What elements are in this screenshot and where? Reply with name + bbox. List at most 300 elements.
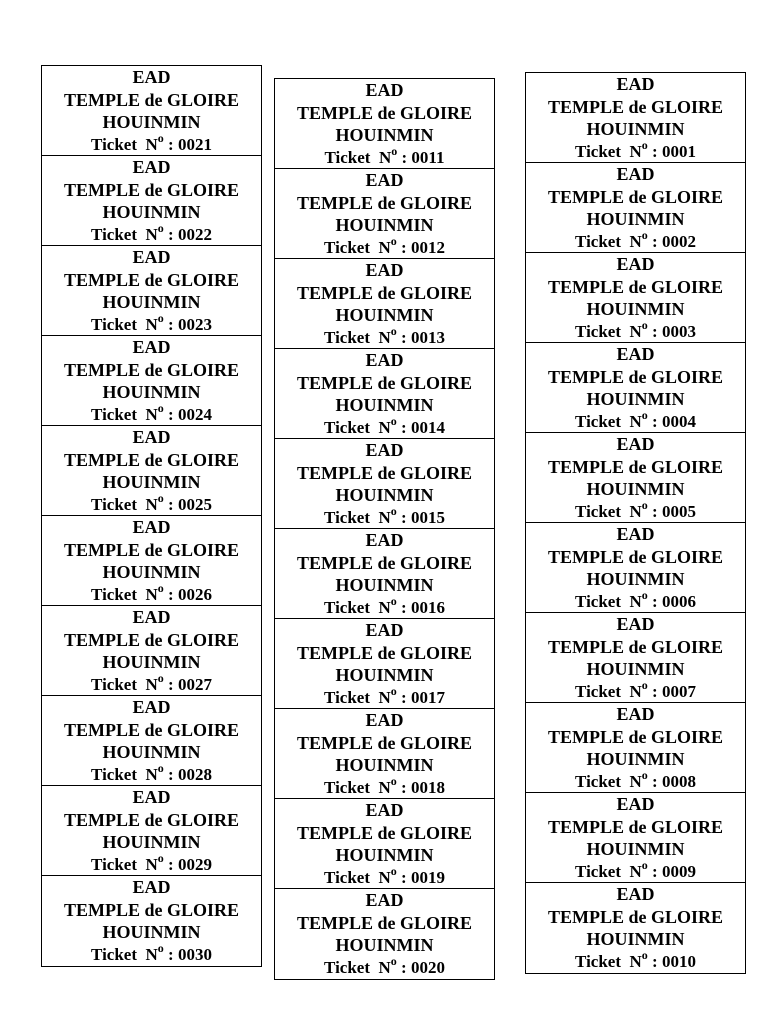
- ticket: [42, 426, 261, 516]
- ticket-sep: :: [163, 854, 178, 874]
- ticket-no-sup: o: [390, 683, 397, 698]
- ticket-number: 0016: [410, 597, 445, 617]
- ticket-name: TEMPLE de GLOIRE: [296, 102, 473, 123]
- ticket-no-sup: o: [390, 773, 397, 788]
- ticket: [275, 709, 494, 799]
- ticket-no-sup: o: [157, 940, 164, 955]
- ticket-no-sup: o: [390, 593, 397, 608]
- ticket-no-sup: o: [157, 220, 164, 235]
- ticket-name: TEMPLE de GLOIRE: [296, 732, 473, 753]
- ticket-name: TEMPLE de GLOIRE: [63, 359, 240, 380]
- ticket-sep: :: [396, 687, 411, 707]
- ticket-name: TEMPLE de GLOIRE: [63, 269, 240, 290]
- ticket-org: EAD: [616, 524, 655, 544]
- ticket-no-sup: o: [641, 317, 648, 332]
- ticket: [526, 883, 745, 973]
- ticket-number: 0025: [177, 494, 212, 514]
- ticket: [526, 253, 745, 343]
- ticket-place: HOUINMIN: [102, 742, 201, 762]
- ticket-number: 0012: [410, 237, 445, 257]
- ticket-label: Ticket: [575, 141, 621, 161]
- ticket: [526, 613, 745, 703]
- ticket-label: Ticket: [91, 494, 137, 514]
- ticket-no-sup: o: [641, 137, 648, 152]
- ticket: [275, 259, 494, 349]
- ticket-number-line: [275, 683, 494, 710]
- ticket-name: TEMPLE de GLOIRE: [63, 539, 240, 560]
- ticket-number: 0017: [410, 687, 445, 707]
- ticket: [42, 156, 261, 246]
- ticket-org: EAD: [365, 260, 404, 280]
- ticket-no-prefix: N: [145, 224, 158, 244]
- ticket: [42, 696, 261, 786]
- ticket-no-sup: o: [390, 863, 397, 878]
- ticket-number: 0029: [177, 854, 212, 874]
- ticket-number: 0015: [410, 507, 445, 527]
- ticket-label: Ticket: [575, 231, 621, 251]
- ticket-name: TEMPLE de GLOIRE: [296, 192, 473, 213]
- ticket-org: EAD: [616, 344, 655, 364]
- ticket-number-line: [42, 310, 261, 337]
- ticket-number: 0009: [661, 861, 696, 881]
- ticket-label: Ticket: [575, 591, 621, 611]
- ticket-number: 0010: [661, 951, 696, 971]
- ticket-sep: :: [163, 134, 178, 154]
- ticket-no-prefix: N: [629, 591, 642, 611]
- ticket-no-prefix: N: [629, 231, 642, 251]
- ticket-no-sup: o: [157, 400, 164, 415]
- ticket-no-prefix: N: [378, 327, 391, 347]
- ticket-number-line: [526, 767, 745, 794]
- ticket-name: TEMPLE de GLOIRE: [296, 372, 473, 393]
- ticket-number-line: [42, 130, 261, 157]
- ticket-sep: :: [647, 321, 662, 341]
- ticket-org: EAD: [616, 254, 655, 274]
- ticket-sep: :: [396, 237, 411, 257]
- ticket-number: 0027: [177, 674, 212, 694]
- ticket-place: HOUINMIN: [102, 292, 201, 312]
- ticket-sep: :: [396, 957, 411, 977]
- ticket-org: EAD: [616, 704, 655, 724]
- ticket-place: HOUINMIN: [335, 575, 434, 595]
- ticket-name: TEMPLE de GLOIRE: [296, 282, 473, 303]
- ticket-number-line: [526, 137, 745, 164]
- ticket-place: HOUINMIN: [335, 305, 434, 325]
- ticket-label: Ticket: [91, 224, 137, 244]
- ticket-org: EAD: [132, 67, 171, 87]
- ticket-no-sup: o: [641, 587, 648, 602]
- ticket-org: EAD: [365, 350, 404, 370]
- ticket-org: EAD: [616, 74, 655, 94]
- ticket-place: HOUINMIN: [335, 125, 434, 145]
- ticket-org: EAD: [365, 890, 404, 910]
- ticket-number-line: [526, 857, 745, 884]
- ticket-label: Ticket: [324, 147, 371, 167]
- ticket-number-line: [42, 580, 261, 607]
- ticket: [526, 73, 745, 163]
- ticket-number-line: [526, 407, 745, 434]
- ticket-place: HOUINMIN: [335, 485, 434, 505]
- ticket-number-line: [42, 670, 261, 697]
- ticket-place: HOUINMIN: [335, 665, 434, 685]
- ticket-place: HOUINMIN: [102, 652, 201, 672]
- ticket-number-line: [526, 677, 745, 704]
- ticket-number-line: [526, 587, 745, 614]
- ticket-number: 0023: [177, 314, 212, 334]
- ticket-label: Ticket: [91, 314, 137, 334]
- ticket-org: EAD: [616, 434, 655, 454]
- ticket-place: HOUINMIN: [586, 749, 685, 769]
- ticket-place: HOUINMIN: [586, 209, 685, 229]
- ticket-no-prefix: N: [378, 777, 391, 797]
- ticket-column-left: [41, 65, 262, 967]
- ticket-name: TEMPLE de GLOIRE: [63, 719, 240, 740]
- ticket-no-sup: o: [641, 767, 648, 782]
- ticket-label: Ticket: [324, 867, 370, 887]
- ticket-no-prefix: N: [145, 494, 158, 514]
- ticket-no-prefix: N: [145, 584, 158, 604]
- ticket-place: HOUINMIN: [586, 299, 685, 319]
- ticket-no-sup: o: [157, 760, 164, 775]
- ticket-number: 0014: [410, 417, 445, 437]
- ticket-number: 0022: [177, 224, 212, 244]
- ticket-no-prefix: N: [378, 507, 391, 527]
- ticket-label: Ticket: [324, 777, 370, 797]
- ticket-name: TEMPLE de GLOIRE: [296, 822, 473, 843]
- ticket-no-prefix: N: [629, 771, 642, 791]
- ticket-label: Ticket: [575, 321, 621, 341]
- ticket-number-line: [42, 760, 261, 787]
- ticket-name: TEMPLE de GLOIRE: [63, 179, 240, 200]
- ticket-number-line: [275, 773, 494, 800]
- ticket-name: TEMPLE de GLOIRE: [63, 449, 240, 470]
- ticket-place: HOUINMIN: [102, 202, 201, 222]
- ticket-label: Ticket: [324, 327, 370, 347]
- ticket: [275, 439, 494, 529]
- ticket-no-prefix: N: [378, 147, 392, 167]
- ticket-place: HOUINMIN: [586, 569, 685, 589]
- ticket-sep: :: [396, 417, 411, 437]
- ticket-number-line: [275, 323, 494, 350]
- ticket-no-prefix: N: [145, 944, 158, 964]
- ticket-number-line: [42, 400, 261, 427]
- ticket-place: HOUINMIN: [102, 472, 201, 492]
- ticket-sep: :: [163, 314, 178, 334]
- ticket-number: 0013: [410, 327, 445, 347]
- ticket-place: HOUINMIN: [102, 562, 201, 582]
- ticket-no-sup: o: [157, 670, 164, 685]
- ticket-name: TEMPLE de GLOIRE: [296, 552, 473, 573]
- ticket-no-sup: o: [390, 233, 397, 248]
- ticket-sep: :: [647, 141, 662, 161]
- ticket-number: 0006: [661, 591, 696, 611]
- ticket-no-sup: o: [157, 130, 164, 145]
- ticket-number: 0030: [177, 944, 212, 964]
- ticket-place: HOUINMIN: [335, 845, 434, 865]
- ticket-number: 0024: [177, 404, 212, 424]
- ticket: [42, 516, 261, 606]
- ticket-number: 0004: [661, 411, 696, 431]
- ticket-no-prefix: N: [629, 951, 642, 971]
- ticket-place: HOUINMIN: [102, 922, 201, 942]
- ticket-number: 0021: [177, 134, 212, 154]
- ticket-label: Ticket: [324, 687, 370, 707]
- ticket-name: TEMPLE de GLOIRE: [547, 186, 724, 207]
- ticket: [275, 889, 494, 979]
- ticket-sep: :: [647, 231, 662, 251]
- ticket-no-prefix: N: [378, 687, 391, 707]
- ticket-org: EAD: [616, 884, 655, 904]
- ticket-place: HOUINMIN: [335, 395, 434, 415]
- ticket: [526, 793, 745, 883]
- ticket-org: EAD: [616, 164, 655, 184]
- ticket-no-sup: o: [157, 490, 164, 505]
- ticket-org: EAD: [132, 877, 171, 897]
- ticket-name: TEMPLE de GLOIRE: [547, 636, 724, 657]
- ticket-label: Ticket: [91, 134, 137, 154]
- ticket-name: TEMPLE de GLOIRE: [296, 642, 473, 663]
- ticket-number-line: [275, 953, 494, 980]
- ticket-sep: :: [163, 764, 178, 784]
- ticket-label: Ticket: [91, 404, 137, 424]
- ticket-org: EAD: [132, 427, 171, 447]
- ticket-org: EAD: [616, 794, 655, 814]
- ticket-label: Ticket: [575, 501, 621, 521]
- ticket-name: TEMPLE de GLOIRE: [547, 546, 724, 567]
- ticket-number-line: [526, 947, 745, 974]
- ticket-no-sup: o: [641, 497, 648, 512]
- ticket: [42, 606, 261, 696]
- ticket-sep: :: [396, 867, 411, 887]
- ticket-org: EAD: [616, 614, 655, 634]
- ticket-number-line: [526, 227, 745, 254]
- ticket-org: EAD: [365, 440, 404, 460]
- ticket-no-prefix: N: [145, 134, 158, 154]
- ticket-name: TEMPLE de GLOIRE: [296, 462, 473, 483]
- ticket-place: HOUINMIN: [586, 479, 685, 499]
- ticket-no-prefix: N: [629, 141, 642, 161]
- ticket-no-sup: o: [390, 503, 397, 518]
- ticket: [42, 786, 261, 876]
- ticket-place: HOUINMIN: [102, 832, 201, 852]
- ticket-sep: :: [647, 771, 662, 791]
- ticket-name: TEMPLE de GLOIRE: [547, 456, 724, 477]
- ticket-no-sup: o: [390, 323, 397, 338]
- ticket: [42, 66, 261, 156]
- ticket-number: 0001: [661, 141, 696, 161]
- ticket-no-sup: o: [157, 580, 164, 595]
- ticket-no-sup: o: [390, 413, 397, 428]
- ticket-sep: :: [647, 591, 662, 611]
- ticket-no-sup: o: [157, 850, 164, 865]
- ticket-no-prefix: N: [378, 867, 391, 887]
- ticket-sep: :: [163, 224, 178, 244]
- ticket-sep: :: [163, 674, 178, 694]
- ticket-name: TEMPLE de GLOIRE: [547, 276, 724, 297]
- ticket-sep: :: [647, 951, 662, 971]
- ticket-number-line: [275, 143, 494, 170]
- ticket-column-middle: [274, 78, 495, 980]
- ticket-no-prefix: N: [378, 237, 391, 257]
- ticket-label: Ticket: [575, 771, 621, 791]
- ticket-org: EAD: [365, 170, 404, 190]
- ticket: [275, 529, 494, 619]
- ticket-org: EAD: [132, 787, 171, 807]
- ticket-org: EAD: [365, 80, 404, 100]
- ticket: [526, 703, 745, 793]
- ticket-label: Ticket: [91, 764, 137, 784]
- ticket-number-line: [275, 863, 494, 890]
- ticket-sep: :: [163, 404, 178, 424]
- ticket-no-prefix: N: [145, 404, 158, 424]
- ticket-name: TEMPLE de GLOIRE: [296, 912, 473, 933]
- ticket-org: EAD: [365, 800, 404, 820]
- ticket-no-sup: o: [641, 947, 648, 962]
- ticket-no-prefix: N: [629, 681, 642, 701]
- ticket-number-line: [275, 233, 494, 260]
- ticket-label: Ticket: [575, 951, 621, 971]
- ticket-sep: :: [163, 494, 178, 514]
- ticket-org: EAD: [365, 530, 404, 550]
- ticket-org: EAD: [365, 620, 404, 640]
- ticket: [526, 343, 745, 433]
- ticket-number-line: [42, 220, 261, 247]
- ticket-sep: :: [396, 777, 411, 797]
- ticket: [526, 433, 745, 523]
- ticket: [275, 619, 494, 709]
- ticket-no-prefix: N: [145, 764, 158, 784]
- ticket-sep: :: [396, 597, 411, 617]
- ticket-org: EAD: [132, 517, 171, 537]
- ticket-name: TEMPLE de GLOIRE: [547, 816, 724, 837]
- ticket-sep: :: [647, 681, 662, 701]
- ticket-number: 0005: [661, 501, 696, 521]
- ticket-no-sup: o: [641, 677, 648, 692]
- ticket-name: TEMPLE de GLOIRE: [63, 629, 240, 650]
- ticket: [526, 523, 745, 613]
- ticket-no-sup: o: [390, 953, 397, 968]
- ticket-org: EAD: [132, 157, 171, 177]
- ticket-number-line: [42, 850, 261, 877]
- ticket-number-line: [275, 593, 494, 620]
- ticket-no-prefix: N: [145, 674, 158, 694]
- ticket-number: 0011: [411, 147, 445, 167]
- ticket-no-sup: o: [641, 227, 648, 242]
- ticket-number-line: [526, 497, 745, 524]
- ticket-sep: :: [163, 944, 178, 964]
- ticket-no-prefix: N: [629, 501, 642, 521]
- ticket-label: Ticket: [91, 584, 137, 604]
- ticket-place: HOUINMIN: [335, 755, 434, 775]
- ticket-name: TEMPLE de GLOIRE: [63, 89, 240, 110]
- ticket-no-sup: o: [641, 407, 648, 422]
- ticket-number: 0002: [661, 231, 696, 251]
- ticket-number: 0028: [177, 764, 212, 784]
- ticket: [526, 163, 745, 253]
- ticket-sep: :: [647, 501, 662, 521]
- ticket-number-line: [42, 940, 261, 967]
- ticket-number-line: [526, 317, 745, 344]
- ticket-org: EAD: [132, 697, 171, 717]
- ticket-label: Ticket: [91, 674, 137, 694]
- ticket: [275, 169, 494, 259]
- ticket-number: 0018: [410, 777, 445, 797]
- ticket-sep: :: [396, 507, 411, 527]
- ticket-label: Ticket: [91, 944, 137, 964]
- ticket: [275, 349, 494, 439]
- ticket-number-line: [42, 490, 261, 517]
- ticket-no-sup: o: [391, 143, 398, 158]
- ticket-label: Ticket: [324, 507, 370, 527]
- ticket-name: TEMPLE de GLOIRE: [63, 809, 240, 830]
- ticket-number-line: [275, 413, 494, 440]
- ticket-no-prefix: N: [378, 417, 391, 437]
- ticket-place: HOUINMIN: [102, 112, 201, 132]
- ticket-number: 0008: [661, 771, 696, 791]
- ticket-number-line: [275, 503, 494, 530]
- ticket-sep: :: [397, 147, 412, 167]
- ticket-no-sup: o: [157, 310, 164, 325]
- ticket-no-prefix: N: [629, 411, 642, 431]
- ticket-label: Ticket: [324, 957, 370, 977]
- ticket-place: HOUINMIN: [335, 935, 434, 955]
- ticket-org: EAD: [365, 710, 404, 730]
- ticket-label: Ticket: [324, 237, 370, 257]
- ticket-name: TEMPLE de GLOIRE: [547, 96, 724, 117]
- ticket-sep: :: [647, 411, 662, 431]
- ticket-column-right: [525, 72, 746, 974]
- ticket-name: TEMPLE de GLOIRE: [547, 366, 724, 387]
- ticket-sep: :: [647, 861, 662, 881]
- ticket-name: TEMPLE de GLOIRE: [63, 899, 240, 920]
- ticket-place: HOUINMIN: [102, 382, 201, 402]
- ticket: [42, 336, 261, 426]
- ticket-place: HOUINMIN: [335, 215, 434, 235]
- ticket: [42, 246, 261, 336]
- ticket-no-sup: o: [641, 857, 648, 872]
- ticket-sep: :: [163, 584, 178, 604]
- ticket-place: HOUINMIN: [586, 659, 685, 679]
- ticket: [275, 799, 494, 889]
- ticket-place: HOUINMIN: [586, 839, 685, 859]
- ticket-place: HOUINMIN: [586, 929, 685, 949]
- ticket-number: 0019: [410, 867, 445, 887]
- ticket-label: Ticket: [575, 411, 621, 431]
- ticket-label: Ticket: [575, 861, 621, 881]
- ticket-org: EAD: [132, 337, 171, 357]
- ticket-name: TEMPLE de GLOIRE: [547, 906, 724, 927]
- ticket-no-prefix: N: [378, 957, 391, 977]
- ticket: [275, 79, 494, 169]
- ticket-org: EAD: [132, 607, 171, 627]
- ticket-place: HOUINMIN: [586, 119, 685, 139]
- ticket: [42, 876, 261, 966]
- ticket-number: 0020: [410, 957, 445, 977]
- ticket-org: EAD: [132, 247, 171, 267]
- ticket-place: HOUINMIN: [586, 389, 685, 409]
- ticket-number: 0007: [661, 681, 696, 701]
- ticket-name: TEMPLE de GLOIRE: [547, 726, 724, 747]
- ticket-no-prefix: N: [629, 861, 642, 881]
- ticket-label: Ticket: [575, 681, 621, 701]
- ticket-label: Ticket: [324, 417, 370, 437]
- ticket-label: Ticket: [91, 854, 137, 874]
- ticket-no-prefix: N: [378, 597, 391, 617]
- ticket-no-prefix: N: [629, 321, 642, 341]
- ticket-sep: :: [396, 327, 411, 347]
- ticket-no-prefix: N: [145, 314, 158, 334]
- ticket-label: Ticket: [324, 597, 370, 617]
